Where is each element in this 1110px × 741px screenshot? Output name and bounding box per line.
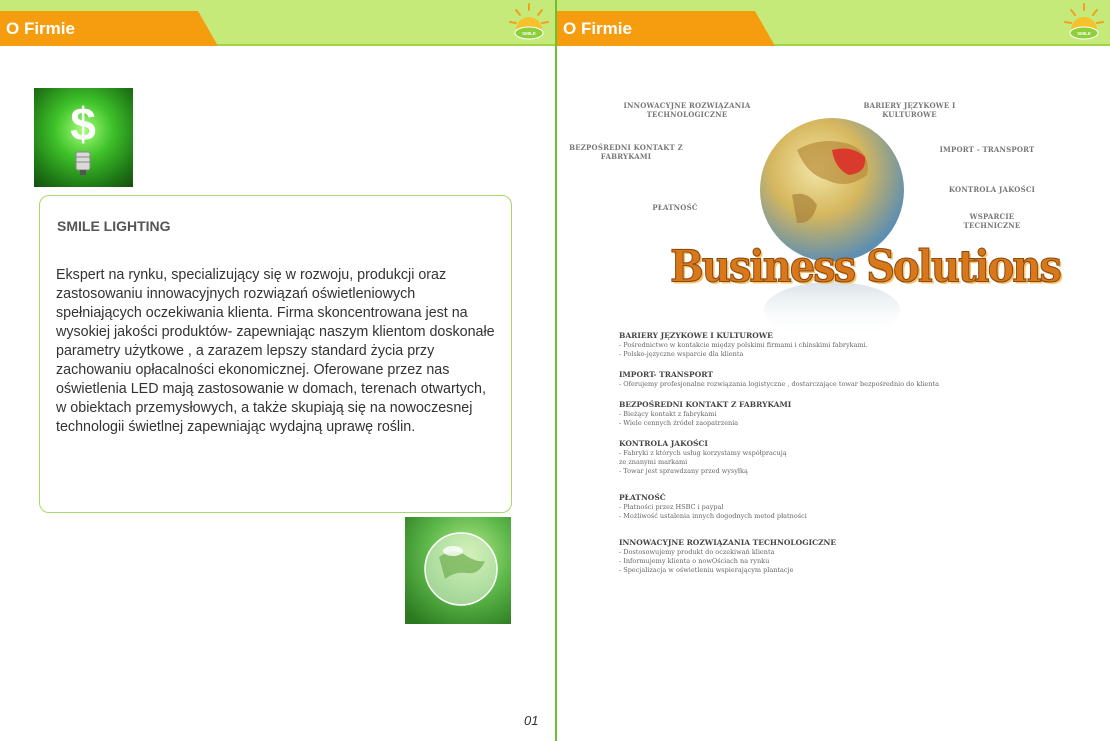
label-payment: PŁATNOŚĆ xyxy=(652,203,698,212)
section-line: - Możliwość ustalenia innych dogodnych metod płatności xyxy=(619,512,807,520)
service-section xyxy=(619,438,1089,476)
dollar-bulb-icon xyxy=(34,88,133,187)
green-globe-photo xyxy=(405,517,511,624)
label-quality: KONTROLA JAKOŚCI xyxy=(948,185,1036,194)
svg-text:SMILE: SMILE xyxy=(522,31,536,36)
section-title: INNOWACYJNE ROZWIĄZANIA TECHNOLOGICZNE xyxy=(619,538,837,547)
page-title: O Firmie xyxy=(563,19,632,38)
section-title: BEZPOŚREDNI KONTAKT Z FABRYKAMI xyxy=(619,400,792,409)
section-line: - Bieżący kontakt z fabrykami xyxy=(619,410,717,418)
section-line: - Fabryki z których usług korzystamy współpracują xyxy=(619,449,787,457)
right-page xyxy=(557,0,1110,741)
section-line: - Płatności przez HSBC i paypal xyxy=(619,503,724,511)
company-name: SMILE LIGHTING xyxy=(57,218,171,234)
section-line: - Informujemy klienta o nowOściach na rynku xyxy=(619,557,770,565)
page-number: 01 xyxy=(524,713,539,728)
company-description: Ekspert na rynku, specializujący się w rozwoju, produkcji oraz zastosowaniu innowacyjnych rozwiązań oświetleniowych spełniających oczekiwania klienta. Firma skoncentrowana jest na wysokiej jakości produktów- zapewniając naszym klientom doskonałe parametry użytkowe , a zarazem lepszy standard życia przy zachowaniu opłacalności ekonomicznej. Oferowane przez nas oświetlenia LED mają zastosowanie w domach, terenach otwartych, w obiektach przemysłowych, a także skupiają się na nowoczesnej technologii świetlnej zapewniając wydajną uprawę roślin. xyxy=(56,267,495,435)
section-line: - Pośrednictwo w kontakcie między polskimi firmami i chinskimi fabrykami. xyxy=(619,341,868,349)
section-title: KONTROLA JAKOŚCI xyxy=(619,439,708,448)
label-direct-contact: BEZPOŚREDNI KONTAKT Z FABRYKAMI xyxy=(569,143,683,161)
energy-bulb-photo xyxy=(34,88,133,187)
svg-text:SMILE: SMILE xyxy=(1077,31,1091,36)
service-section xyxy=(619,492,1089,521)
services-list xyxy=(619,330,1089,585)
section-line: - Oferujemy profesjonalne rozwiązania logistyczne , dostarczające towar bezpośrednio do klienta xyxy=(619,380,939,388)
section-title: PŁATNOŚĆ xyxy=(619,493,666,502)
section-title: IMPORT- TRANSPORT xyxy=(619,370,713,379)
glass-globe-icon xyxy=(405,517,511,624)
section-title: BARIERY JĘZYKOWE I KULTUROWE xyxy=(619,331,773,340)
service-section xyxy=(619,330,1089,359)
smile-logo xyxy=(509,2,549,42)
label-support: WSPARCIE TECHNICZNE xyxy=(963,212,1021,230)
label-barriers: BARIERY JĘZYKOWE I KULTUROWE xyxy=(863,101,956,119)
svg-text:$: $ xyxy=(70,98,96,150)
section-line: - Specjalizacja w oświetleniu wspierającym plantacje xyxy=(619,566,794,574)
page-title: O Firmie xyxy=(6,19,75,38)
section-line: - Wiele cennych źródeł zaopatrzenia xyxy=(619,419,739,427)
label-innovation: INNOWACYJNE ROZWIĄZANIA TECHNOLOGICZNE xyxy=(623,101,751,119)
section-line: - Polsko-języczne wsparcie dla klienta xyxy=(619,350,744,358)
label-import: IMPORT - TRANSPORT xyxy=(939,145,1035,154)
company-info-box xyxy=(39,195,512,513)
section-line: ze znanymi markami xyxy=(619,458,688,466)
business-solutions-diagram xyxy=(569,95,1067,345)
diagram-title: Business Solutions xyxy=(670,240,1060,293)
service-section xyxy=(619,399,1089,428)
section-line: - Dostosowujemy produkt do oczekiwań klienta xyxy=(619,548,775,556)
service-section xyxy=(619,537,1089,575)
smile-logo xyxy=(1064,2,1104,42)
service-section xyxy=(619,369,1089,389)
section-line: - Towar jest sprawdzany przed wysyłką xyxy=(619,467,748,475)
